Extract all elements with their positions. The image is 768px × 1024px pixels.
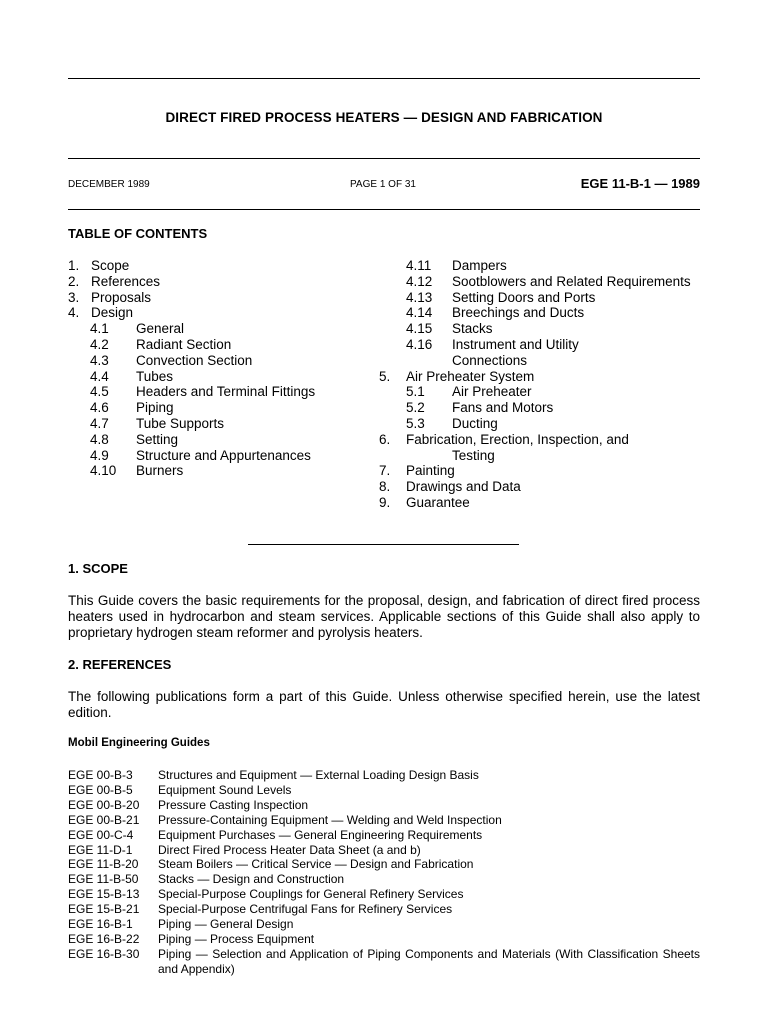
toc-entry-number: 4.2	[90, 336, 109, 352]
toc-entry	[68, 384, 368, 400]
toc-entry	[379, 448, 700, 464]
toc-entry-number: 2.	[68, 273, 80, 289]
reference-item	[68, 917, 700, 932]
reference-item	[68, 828, 700, 843]
reference-code: EGE 00-B-20	[68, 797, 140, 812]
toc-entry	[379, 416, 700, 432]
toc-entry	[379, 384, 700, 400]
toc-entry-title: Stacks	[452, 321, 493, 337]
reference-code: EGE 00-C-4	[68, 827, 134, 842]
references-heading: 2. REFERENCES	[68, 657, 172, 672]
reference-item	[68, 857, 700, 872]
toc-entry-number: 5.3	[406, 415, 425, 431]
toc-entry-title: Breechings and Ducts	[452, 305, 585, 321]
toc-entry	[68, 290, 368, 306]
toc-entry	[379, 432, 700, 448]
toc-entry	[379, 290, 700, 306]
toc-entry-number: 6.	[379, 431, 391, 447]
toc-entry	[68, 258, 368, 274]
toc-entry	[379, 305, 700, 321]
reference-item	[68, 872, 700, 887]
toc-heading: TABLE OF CONTENTS	[68, 226, 208, 241]
reference-title: Direct Fired Process Heater Data Sheet (a and b)	[158, 842, 421, 857]
references-list	[68, 768, 700, 977]
toc-entry	[68, 448, 368, 464]
toc-entry	[68, 321, 368, 337]
reference-code: EGE 16-B-30	[68, 946, 140, 961]
toc-entry-title: Convection Section	[136, 352, 253, 368]
toc-entry-number: 5.1	[406, 384, 425, 400]
toc-entry-number: 4.8	[90, 431, 109, 447]
toc-entry-title: Dampers	[452, 258, 507, 273]
toc-entry-title: Radiant Section	[136, 336, 232, 352]
reference-code: EGE 11-B-50	[68, 872, 139, 887]
toc-entry-title: References	[91, 273, 161, 289]
reference-item	[68, 887, 700, 902]
reference-code: EGE 00-B-5	[68, 782, 133, 797]
toc-entry-title: Fans and Motors	[452, 400, 554, 416]
references-subheading: Mobil Engineering Guides	[68, 737, 210, 749]
reference-item	[68, 947, 700, 977]
toc-entry-title: General	[136, 321, 185, 337]
reference-code: EGE 16-B-1	[68, 917, 133, 932]
toc-entry	[68, 305, 368, 321]
toc-entry-number: 4.6	[90, 400, 109, 416]
toc-entry-number: 8.	[379, 479, 391, 495]
reference-item	[68, 798, 700, 813]
scope-paragraph: This Guide covers the basic requirements for the proposal, design, and fabrication of direct fired process heaters used in hydrocarbon and steam services. Applicable sections of this Guide shall also apply to proprietary hydrogen steam reformer and pyrolysis heaters.	[68, 593, 700, 640]
reference-title: Equipment Purchases — General Engineering Requirements	[158, 827, 483, 842]
toc-entry-title: Air Preheater	[452, 384, 532, 400]
header-rule	[68, 209, 700, 210]
toc-entry-title: Design	[91, 305, 134, 321]
title-rule	[68, 158, 700, 159]
reference-item	[68, 932, 700, 947]
toc-entry-number: 4.10	[90, 463, 117, 479]
reference-title: Piping — Process Equipment	[158, 931, 315, 946]
toc-entry	[68, 337, 368, 353]
top-rule	[68, 78, 700, 79]
toc-entry	[379, 400, 700, 416]
toc-entry-number: 9.	[379, 494, 391, 510]
toc-entry-number: 5.2	[406, 400, 425, 416]
toc-entry	[379, 369, 700, 385]
toc-left-column	[68, 258, 368, 479]
toc-entry-title: Headers and Terminal Fittings	[136, 384, 316, 400]
toc-entry-title: Tubes	[136, 368, 174, 384]
toc-entry	[379, 258, 700, 274]
references-paragraph: The following publications form a part of this Guide. Unless otherwise specified herein, use the latest edition.	[68, 689, 700, 720]
toc-entry	[379, 479, 700, 495]
reference-title: Structures and Equipment — External Loading Design Basis	[158, 768, 479, 782]
toc-entry	[379, 321, 700, 337]
reference-title: Pressure Casting Inspection	[158, 797, 309, 812]
toc-right-column	[379, 258, 700, 511]
toc-entry-title: Sootblowers and Related Requirements	[452, 273, 691, 289]
toc-entry-number: 4.4	[90, 368, 109, 384]
toc-entry-number: 4.16	[406, 336, 433, 352]
section-divider	[248, 544, 519, 545]
toc-entry-title: Setting Doors and Ports	[452, 289, 596, 305]
header-document-code: EGE 11-B-1 — 1989	[580, 176, 700, 191]
toc-entry-title: Proposals	[91, 289, 152, 305]
reference-title: Special-Purpose Couplings for General Refinery Services	[158, 887, 464, 902]
reference-item	[68, 813, 700, 828]
toc-entry-title: Setting	[136, 431, 179, 447]
toc-entry-title: Painting	[406, 463, 455, 479]
document-page	[68, 0, 700, 1024]
reference-item	[68, 783, 700, 798]
toc-entry-number: 3.	[68, 289, 80, 305]
reference-code: EGE 00-B-3	[68, 768, 133, 782]
toc-entry-number: 4.3	[90, 352, 109, 368]
reference-code: EGE 00-B-21	[68, 812, 140, 827]
toc-entry-title: Instrument and Utility	[452, 336, 579, 352]
header-date: DECEMBER 1989	[68, 179, 150, 190]
reference-title: Equipment Sound Levels	[158, 782, 292, 797]
toc-entry-number: 4.9	[90, 447, 109, 463]
toc-entry	[68, 463, 368, 479]
reference-title: Steam Boilers — Critical Service — Design and Fabrication	[158, 857, 474, 872]
toc-entry	[68, 274, 368, 290]
toc-entry-title: Structure and Appurtenances	[136, 447, 311, 463]
toc-entry-title: Piping	[136, 400, 174, 416]
toc-entry-title: Fabrication, Erection, Inspection, and	[406, 431, 629, 447]
toc-entry-number: 4.13	[406, 289, 433, 305]
toc-entry-title: Air Preheater System	[406, 368, 535, 384]
toc-entry-number: 4.15	[406, 321, 433, 337]
toc-entry-title: Testing	[452, 447, 495, 463]
toc-entry-title: Connections	[452, 352, 528, 368]
reference-item	[68, 843, 700, 858]
toc-entry-number: 4.12	[406, 273, 433, 289]
reference-code: EGE 16-B-22	[68, 931, 140, 946]
toc-entry-number: 5.	[379, 368, 391, 384]
toc-entry-title: Ducting	[452, 415, 498, 431]
toc-entry	[68, 416, 368, 432]
toc-entry-number: 4.1	[90, 321, 109, 337]
reference-title: Piping — Selection and Application of Piping Components and Materials (With Classification Sheets and Appendix)	[158, 946, 700, 976]
toc-entry-title: Drawings and Data	[406, 479, 521, 495]
toc-entry	[68, 353, 368, 369]
toc-entry-title: Burners	[136, 463, 184, 479]
reference-code: EGE 15-B-21	[68, 902, 140, 917]
toc-entry-number: 4.11	[406, 258, 432, 273]
toc-entry-title: Guarantee	[406, 494, 470, 510]
toc-entry-title: Scope	[91, 258, 130, 273]
toc-entry-number: 4.	[68, 305, 80, 321]
reference-item	[68, 902, 700, 917]
toc-entry-title: Tube Supports	[136, 415, 225, 431]
toc-entry	[379, 495, 700, 511]
reference-code: EGE 11-D-1	[68, 842, 133, 857]
toc-entry	[68, 432, 368, 448]
toc-entry-number: 1.	[68, 258, 80, 273]
reference-code: EGE 15-B-13	[68, 887, 140, 902]
reference-title: Pressure-Containing Equipment — Welding and Weld Inspection	[158, 812, 502, 827]
header-page-number: PAGE 1 OF 31	[350, 179, 416, 190]
reference-title: Stacks — Design and Construction	[158, 872, 345, 887]
toc-entry	[68, 400, 368, 416]
reference-title: Special-Purpose Centrifugal Fans for Refinery Services	[158, 902, 453, 917]
toc-entry	[379, 463, 700, 479]
toc-entry-number: 4.7	[90, 415, 109, 431]
toc-entry	[379, 274, 700, 290]
toc-entry	[379, 353, 700, 369]
reference-item	[68, 768, 700, 783]
toc-entry-number: 4.5	[90, 384, 109, 400]
toc-entry	[379, 337, 700, 353]
toc-entry	[68, 369, 368, 385]
reference-code: EGE 11-B-20	[68, 857, 139, 872]
toc-entry-number: 7.	[379, 463, 391, 479]
toc-entry-number: 4.14	[406, 305, 433, 321]
document-title: DIRECT FIRED PROCESS HEATERS — DESIGN AND FABRICATION	[165, 110, 603, 125]
reference-title: Piping — General Design	[158, 917, 294, 932]
scope-heading: 1. SCOPE	[68, 561, 128, 576]
